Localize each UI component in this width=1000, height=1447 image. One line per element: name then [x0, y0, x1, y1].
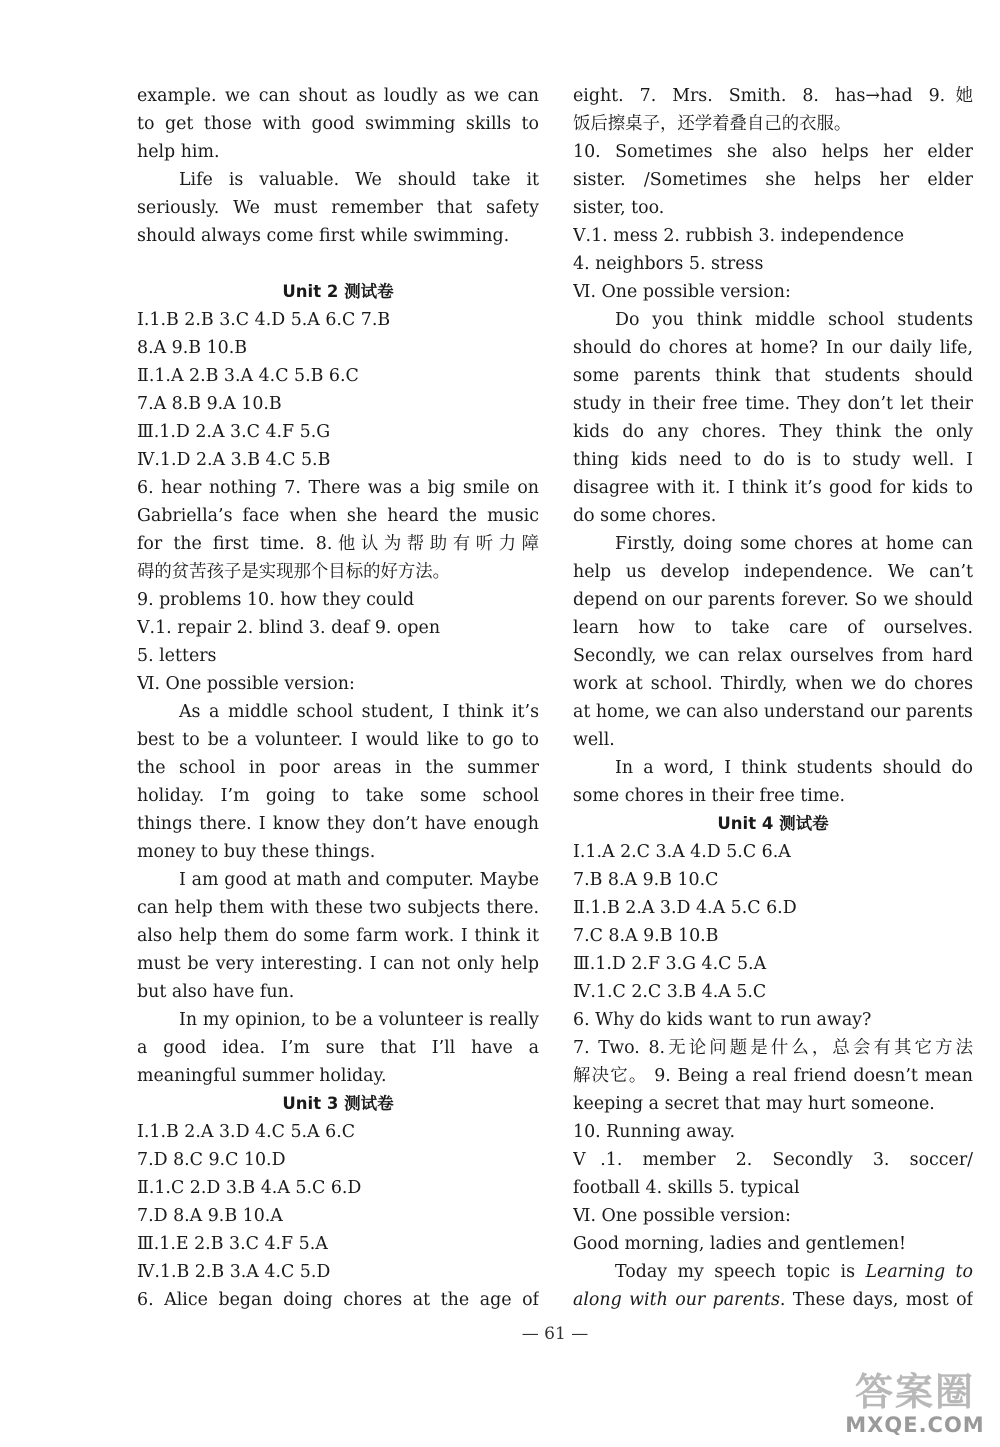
text-line: Ⅲ.1.D 2.F 3.G 4.C 5.A — [573, 954, 767, 974]
text-line — [573, 1286, 973, 1314]
text-line: disagree with it. I think it’s good for kids to — [573, 478, 973, 498]
text-line: 9. problems 10. how they could — [137, 590, 415, 610]
text-line: for the first time. 8.他认为帮助有听力障 — [137, 534, 539, 554]
text-line: 7.A 8.B 9.A 10.B — [137, 394, 282, 414]
text-line: Ⅱ.1.C 2.D 3.B 4.A 5.C 6.D — [137, 1178, 362, 1198]
text-line: the school in poor areas in the summer — [137, 758, 539, 778]
text-line: kids do any chores. They think the only — [573, 422, 973, 442]
text-line: In a word, I think students should do — [615, 758, 973, 778]
text-line: help him. — [137, 142, 220, 162]
text-line — [137, 250, 539, 278]
text-line: Ⅴ.1. repair 2. blind 3. deaf 9. open — [137, 618, 441, 638]
text-line: Good morning, ladies and gentlemen! — [573, 1234, 906, 1254]
text-line: 4. neighbors 5. stress — [573, 254, 764, 274]
text-line: Ⅳ.1.C 2.C 3.B 4.A 5.C — [573, 982, 767, 1002]
text-line: As a middle school student, I think it’s — [179, 702, 539, 722]
text-line: eight. 7. Mrs. Smith. 8. has→had 9.她 — [573, 86, 973, 106]
text-line: must be very interesting. I can not only help — [137, 954, 539, 974]
text-line: Ⅱ.1.B 2.A 3.D 4.A 5.C 6.D — [573, 898, 797, 918]
text-line: depend on our parents forever. So we should — [573, 590, 973, 610]
text-line: Ⅲ.1.D 2.A 3.C 4.F 5.G — [137, 422, 331, 442]
text-line: sister, too. — [573, 198, 665, 218]
watermark-text: MXQE.COM — [845, 1413, 985, 1437]
text-line: best to be a volunteer. I would like to go to — [137, 730, 539, 750]
text-line: some chores in their free time. — [573, 786, 846, 806]
text-line: 饭后擦桌子，还学着叠自己的衣服。 — [573, 114, 852, 134]
watermark-glyphs: 答案圈 — [854, 1370, 975, 1414]
text-line: Ⅰ.1.A 2.C 3.A 4.D 5.C 6.A — [573, 842, 791, 862]
text-line: but also have fun. — [137, 982, 295, 1002]
page-number: — 61 — — [500, 1324, 610, 1344]
text-line: meaningful summer holiday. — [137, 1066, 387, 1086]
text-line: In my opinion, to be a volunteer is really — [179, 1010, 539, 1030]
text-line: Ⅲ.1.E 2.B 3.C 4.F 5.A — [137, 1234, 328, 1254]
text-line: Ⅵ. One possible version: — [137, 674, 355, 694]
text-line: example. we can shout as loudly as we can — [137, 86, 539, 106]
text-line: 10. Sometimes she also helps her elder — [573, 142, 973, 162]
text-line: a good idea. I’m sure that I’ll have a — [137, 1038, 539, 1058]
text-line: should do chores at home? In our daily life, — [573, 338, 973, 358]
text-line: Gabriella’s face when she heard the music — [137, 506, 539, 526]
text-line: Ⅰ.1.B 2.B 3.C 4.D 5.A 6.C 7.B — [137, 310, 391, 330]
text-line: 7.D 8.A 9.B 10.A — [137, 1206, 283, 1226]
text-line: learn how to take care of ourselves. — [573, 618, 973, 638]
text-line: sister. /Sometimes she helps her elder — [573, 170, 973, 190]
text-line: money to buy these things. — [137, 842, 376, 862]
text-line: football 4. skills 5. typical — [573, 1178, 800, 1198]
text-line: help us develop independence. We can’t — [573, 562, 973, 582]
text-line: 6. hear nothing 7. There was a big smile on — [137, 478, 539, 498]
left-column — [137, 82, 539, 1314]
text-line: keeping a secret that may hurt someone. — [573, 1094, 935, 1114]
text-line: work at school. Thirdly, when we do chores — [573, 674, 973, 694]
text-line: 8.A 9.B 10.B — [137, 338, 248, 358]
text-line: also help them do some farm work. I think it — [137, 926, 539, 946]
text-segment: Today my speech topic is — [615, 1262, 866, 1282]
text-line: 6. Alice began doing chores at the age of — [137, 1290, 539, 1310]
text-line: study in their free time. They don’t let their — [573, 394, 973, 414]
text-segment: Learning to — [865, 1262, 973, 1282]
text-line: Ⅳ.1.D 2.A 3.B 4.C 5.B — [137, 450, 331, 470]
text-line: Life is valuable. We should take it — [179, 170, 539, 190]
text-line: should always come first while swimming. — [137, 226, 510, 246]
text-line: 7.C 8.A 9.B 10.B — [573, 926, 719, 946]
watermark-logo — [840, 1355, 990, 1441]
text-line — [573, 1258, 973, 1286]
text-line: Ⅴ.1. member 2. Secondly 3. soccer/ — [573, 1150, 973, 1170]
text-line: Do you think middle school students — [615, 310, 973, 330]
text-segment: along with our parents — [573, 1290, 780, 1310]
text-line: 6. Why do kids want to run away? — [573, 1010, 872, 1030]
unit-heading: Unit 4 测试卷 — [717, 814, 829, 833]
text-line: Ⅵ. One possible version: — [573, 1206, 791, 1226]
right-column — [573, 82, 973, 1314]
text-line: 解决它。 9. Being a real friend doesn’t mean — [573, 1066, 973, 1086]
text-line: 7.B 8.A 9.B 10.C — [573, 870, 719, 890]
text-line: 7. Two. 8.无论问题是什么，总会有其它方法 — [573, 1038, 973, 1058]
text-line: 10. Running away. — [573, 1122, 735, 1142]
text-line: to get those with good swimming skills to — [137, 114, 539, 134]
text-line: some parents think that students should — [573, 366, 973, 386]
text-line: holiday. I’m going to take some school — [137, 786, 539, 806]
text-line: at home, we can also understand our parents — [573, 702, 973, 722]
text-line: do some chores. — [573, 506, 717, 526]
text-line: thing kids need to do is to study well. I — [573, 450, 973, 470]
text-line: seriously. We must remember that safety — [137, 198, 539, 218]
unit-heading: Unit 3 测试卷 — [282, 1094, 394, 1113]
text-line: Firstly, doing some chores at home can — [615, 534, 973, 554]
unit-heading: Unit 2 测试卷 — [282, 282, 394, 301]
text-segment: . These days, most of — [779, 1290, 973, 1310]
text-line: 7.D 8.C 9.C 10.D — [137, 1150, 286, 1170]
text-line: I am good at math and computer. Maybe — [179, 870, 539, 890]
text-line: things there. I know they don’t have enough — [137, 814, 539, 834]
text-line: Ⅴ.1. mess 2. rubbish 3. independence — [573, 226, 905, 246]
text-line: Ⅱ.1.A 2.B 3.A 4.C 5.B 6.C — [137, 366, 359, 386]
text-line: Ⅰ.1.B 2.A 3.D 4.C 5.A 6.C — [137, 1122, 356, 1142]
text-line: 碍的贫苦孩子是实现那个目标的好方法。 — [137, 562, 451, 582]
text-line: well. — [573, 730, 615, 750]
text-line: Secondly, we can relax ourselves from hard — [573, 646, 973, 666]
text-line: Ⅳ.1.B 2.B 3.A 4.C 5.D — [137, 1262, 331, 1282]
text-line: Ⅵ. One possible version: — [573, 282, 791, 302]
text-line: can help them with these two subjects there. — [137, 898, 539, 918]
text-line: 5. letters — [137, 646, 217, 666]
